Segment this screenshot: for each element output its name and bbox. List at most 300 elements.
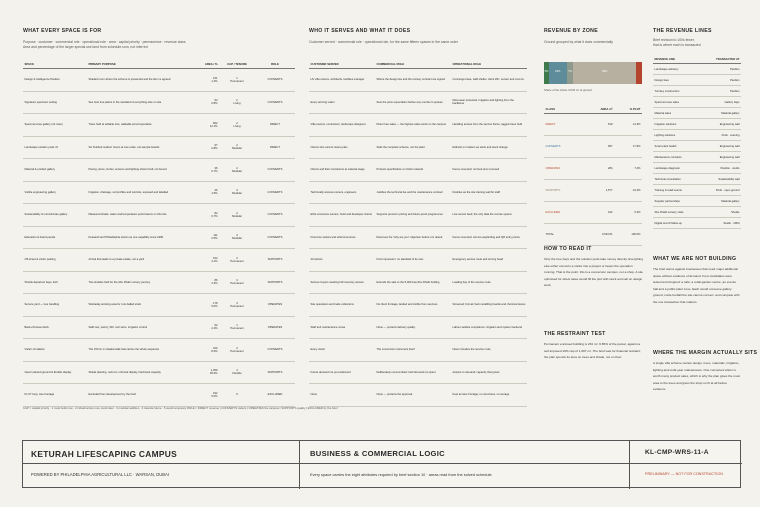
tenure: Modular [232, 147, 242, 151]
area-value: 36 [214, 166, 218, 170]
space-area [185, 339, 219, 362]
space-name: Sustainability & microclimate gallery [23, 204, 87, 227]
role-badge: OPERATES [255, 294, 295, 317]
space-purpose: Ketuarah and Philadelphia shown as one capability since 1999 [87, 226, 185, 249]
area-percent: 8.2% [211, 349, 218, 353]
area-percent: 0.7% [211, 169, 218, 173]
table-row [653, 218, 741, 229]
transacted-at: Material gallery [699, 108, 741, 119]
space-capital [219, 204, 255, 227]
revenue-line: Irrigation solutions [653, 119, 699, 130]
area-value: 1,359 [210, 369, 218, 373]
area-value: 310 [213, 346, 218, 350]
operational-cell: Concierge base, staff shelter, client WC, sensor and comms [451, 69, 527, 92]
table-row [309, 91, 527, 114]
area-percent: 0.8% [211, 147, 218, 151]
capital-priority: 2 [236, 346, 238, 350]
spaces-table [23, 61, 295, 407]
table-row [23, 384, 295, 407]
class-percent: 5.4% [614, 202, 642, 224]
revenue-line: Material sales [653, 108, 699, 119]
table-header-row [653, 56, 741, 64]
space-capital [219, 249, 255, 272]
operational-cell: Refresh on rotation as stock and stock change [451, 136, 527, 159]
role-badge: CONVERTS [255, 91, 295, 114]
legend-footnote: CAP = capital priority · 1 must build now · 2 infrastructure now, stock later · 3 modular addition · 4 tolerate future · 5 avoid temporary ROLE = DIRECT revenue | CONVERTS visitors | OPERATES the campus | SUPPORTS quality | EXCLUDED by the brief [23, 406, 338, 410]
area-percent: 5.0% [211, 394, 218, 398]
class-area: 1,577 [584, 180, 614, 202]
tenure: Permanent [230, 79, 244, 83]
space-name: Specimen-tree gallery (12 rows) [23, 114, 87, 137]
customer-cell: HV villa owners, architects, facilities manager [309, 69, 375, 92]
class-name: CONVERTS [544, 136, 584, 158]
space-purpose: Measured shade, water and temperature performance on this site [87, 204, 185, 227]
customer-cell: All visitors [309, 249, 375, 272]
column-header: AREA / % [185, 61, 219, 69]
operational-cell: Acquire to demand; capacity that grows [451, 361, 527, 384]
class-percent: 17.9% [614, 136, 642, 158]
customer-cell: None [309, 384, 375, 407]
revenue-bar-segment [549, 62, 567, 84]
table-row [309, 69, 527, 92]
area-percent: 12.1% [209, 124, 218, 128]
space-name: Back-of-house block [23, 316, 87, 339]
commercial-cell: None — protects the approval [375, 384, 451, 407]
class-area: 667 [584, 136, 614, 158]
space-purpose: Irrigation, drainage, soil profiles and controls, exposed and labelled [87, 181, 185, 204]
space-capital [219, 136, 255, 159]
commercial-cell: The conversion instrument itself [375, 339, 451, 362]
space-name: Design & intelligence Pavilion [23, 69, 87, 92]
column-header: ROLE [255, 61, 295, 69]
table-row [309, 181, 527, 204]
space-name: Education & brand panels [23, 226, 87, 249]
area-percent: 1.4% [211, 79, 218, 83]
table-row [23, 339, 295, 362]
space-name: Material & product gallery [23, 159, 87, 182]
status-stamp: PRELIMINARY — NOT FOR CONSTRUCTION [645, 472, 723, 476]
customers-table [309, 61, 527, 407]
capital-priority: 3 [236, 234, 238, 238]
customer-cell: ESG-conscious owners, hotel and developer clients [309, 204, 375, 227]
sheet-note: Every space carries the eight attributes required by brief section 10 · areas read from the solved schedule [310, 472, 492, 477]
space-purpose: Shade planting, red turn, informal display, held-back capacity [87, 361, 185, 384]
class-percent: 44.4% [614, 180, 642, 202]
segment-label: 5% [544, 70, 549, 73]
tenure: Permanent [230, 327, 244, 331]
operational-cell: Screened; formal; fault modelling boards and chemical stores [451, 294, 527, 317]
capital-priority: 2 [236, 121, 238, 125]
table-row [23, 159, 295, 182]
transacted-at: Shuttle [699, 207, 741, 218]
title-block [22, 440, 741, 488]
table-row [23, 91, 295, 114]
capital-priority: 1 [236, 324, 238, 328]
revenue-share-bar [544, 0, 642, 100]
commercial-cell: Deliberately uncommitted; held demand not spent [375, 361, 451, 384]
table-header-row [23, 61, 295, 69]
customer-cell: First-time visitors and referral sources [309, 226, 375, 249]
area-percent: 0.7% [211, 214, 218, 218]
space-name: Shuttle departure bays, ELV [23, 271, 87, 294]
table-row [653, 207, 741, 218]
customer-cell: Future demand not yet evidenced [309, 361, 375, 384]
operational-cell: Kept as lane frontage; no structures, no storage [451, 384, 527, 407]
class-name: OPERATES [544, 158, 584, 180]
operational-cell: Never intrudes the service route [451, 339, 527, 362]
space-area [185, 271, 219, 294]
space-capital [219, 384, 255, 407]
tenure: Modular [232, 169, 242, 173]
table-row [309, 384, 527, 407]
area-value: 84 [214, 211, 218, 215]
table-row [653, 196, 741, 207]
revenue-line: Maintenance contracts [653, 152, 699, 163]
table-row [23, 136, 295, 159]
capital-priority: 1 [236, 76, 238, 80]
role-badge: CONVERTS [255, 69, 295, 92]
segment-label: 66% [602, 70, 608, 73]
table-row [309, 294, 527, 317]
space-capital [219, 69, 255, 92]
sheet-title: BUSINESS & COMMERCIAL LOGIC [310, 449, 445, 458]
class-name: DIRECT [544, 114, 584, 136]
operational-cell: Live sensor feed; the only data the remote system [451, 204, 527, 227]
space-purpose: Arrival that leads to a private estate, not a yard [87, 249, 185, 272]
role-badge: SUPPORTS [255, 361, 295, 384]
revenue-line: Digital record follow-up [653, 218, 699, 229]
table-row [653, 174, 741, 185]
area-value: 154 [213, 256, 218, 260]
space-name: Landscape solution pods ×6 [23, 136, 87, 159]
class-name: TOTAL [544, 224, 584, 246]
revenue-bar-segment [636, 62, 642, 84]
subtitle-line: Brief revision to 100s fewer, [653, 38, 695, 42]
column-header: CUSTOMER SERVED [309, 61, 375, 69]
transacted-at: Engineering wall [699, 119, 741, 130]
customer-cell: Every arriving visitor [309, 91, 375, 114]
revenue-line: Supplier partnerships [653, 196, 699, 207]
space-area [185, 136, 219, 159]
space-name: Service yard — tree handling [23, 294, 87, 317]
revenue-line: Landscape advisory [653, 64, 699, 75]
area-value: 161 [213, 76, 218, 80]
space-area [185, 91, 219, 114]
operational-cell: Handling access from the service frame, tagged trees held [451, 114, 527, 137]
table-header-row [309, 61, 527, 69]
table-row [653, 141, 741, 152]
capital-priority: 3 [236, 189, 238, 193]
role-badge: CONVERTS [255, 159, 295, 182]
table-row [544, 202, 642, 224]
transacted-at: Engineering wall [699, 152, 741, 163]
transacted-at: Pavilion · studio [699, 163, 741, 174]
column-header: % PLOT [614, 106, 642, 114]
space-name: Open/ planted ground & flexible display [23, 361, 87, 384]
table-row [309, 249, 527, 272]
customer-cell: Villa owners, contractors, landscape designers [309, 114, 375, 137]
area-percent: 5.0% [211, 304, 218, 308]
role-badge: CONVERTS [255, 339, 295, 362]
table-row [23, 249, 295, 272]
space-capital [219, 114, 255, 137]
table-row [23, 226, 295, 249]
table-row [653, 64, 741, 75]
area-percent: 4.1% [211, 259, 218, 263]
transacted-at: Material gallery [699, 196, 741, 207]
space-name: Visible engineering gallery [23, 181, 87, 204]
table-row [309, 339, 527, 362]
table-row [653, 119, 741, 130]
subtitle-line: that is where each is transacted [653, 42, 701, 47]
role-badge: CONVERTS [255, 226, 295, 249]
commercial-cell: Direct tree sales — the highest-value stock on the campus [375, 114, 451, 137]
how-to-read-heading: HOW TO READ IT [544, 246, 592, 252]
revenue-bar-note: Share of the whole 3,543 m² of ground [544, 88, 592, 92]
space-capital [219, 316, 255, 339]
role-badge: DIRECT [255, 136, 295, 159]
space-capital [219, 91, 255, 114]
operational-cell: Most-wear protected, irrigation and lighting from the backbone [451, 91, 527, 114]
space-area [185, 384, 219, 407]
column-header: CLASS [544, 106, 584, 114]
table-row [309, 204, 527, 227]
subtitle-line: Purpose · customer · commercial role · operational role · area · capital priority · permanence · revenue class [23, 40, 186, 44]
area-percent: 0.8% [211, 102, 218, 106]
commercial-cell: Protects specification on finish material [375, 159, 451, 182]
space-purpose: Excluded from development by the brief [87, 384, 185, 407]
space-area [185, 181, 219, 204]
role-badge: CONVERTS [255, 181, 295, 204]
area-value: 46 [214, 189, 218, 193]
segment-label: 19% [555, 70, 561, 73]
capital-priority: 3 [236, 301, 238, 305]
space-purpose: Workaday working area for root-balled stock [87, 294, 185, 317]
commercial-cell: Sells the complete scheme, not the plant [375, 136, 451, 159]
area-value: 92 [214, 324, 218, 328]
capital-priority: 2 [236, 144, 238, 148]
commercial-cell: Removes the "why are you" objection before it is raised [375, 226, 451, 249]
column-header: TRANSACTED AT [699, 56, 741, 64]
commercial-cell: Where the design fee and the turnkey contract are signed [375, 69, 451, 92]
revenue-line: Landscape diagnosis [653, 163, 699, 174]
powered-by: POWERED BY PHILADELPHIA AGRICULTURAL LLC · WARSAN, DUBAI [31, 472, 169, 477]
not-building-text: The brief warns against businesses that need major additional space without evidence of demand. Four candidates were tested and dropped: a café, a retail garden centre, an events hall and a public plant zone. Each would consume gallery ground, invite footfall the site cannot convert, and compete with the one transaction that matters. [653, 267, 740, 304]
customer-cell: Clients who cannot read a plan [309, 136, 375, 159]
commercial-cell: No client frontage; landed and visible from services [375, 294, 451, 317]
table-row [653, 108, 741, 119]
class-percent: 7.4% [614, 158, 642, 180]
margin-heading: WHERE THE MARGIN ACTUALLY SITS [653, 350, 758, 356]
revenue-line: Design fees [653, 75, 699, 86]
tenure: Permanent [230, 282, 244, 286]
table-row [653, 75, 741, 86]
space-purpose: Shaded room where the scheme is presented and the farm is agreed [87, 69, 185, 92]
tenure: Permanent [230, 349, 244, 353]
revenue-line: Technical consultation [653, 174, 699, 185]
not-building-heading: WHAT WE ARE NOT BUILDING [653, 256, 737, 262]
revenue-line: Turnkey construction [653, 86, 699, 97]
tenure: Flexible [232, 372, 242, 376]
space-area [185, 249, 219, 272]
transacted-at: Pods · evening [699, 130, 741, 141]
space-purpose: Two shuttles held for the Abu Dhabi nursery journey [87, 271, 185, 294]
space-name: F1.5Y loop, tree frontage [23, 384, 87, 407]
table-row [23, 181, 295, 204]
space-area [185, 69, 219, 92]
capital-priority: 3 [236, 279, 238, 283]
commercial-cell: Supports premium pricing and future-proof programmes [375, 204, 451, 227]
capital-priority: 2 [236, 166, 238, 170]
title-divider [629, 441, 630, 489]
title-rule [23, 463, 742, 464]
table-row [544, 114, 642, 136]
capital-priority: 5 [236, 393, 238, 397]
column-header: SPACE [23, 61, 87, 69]
area-percent: 36.6% [209, 372, 218, 376]
section-heading-revenue-lines: THE REVENUE LINES [653, 28, 712, 34]
space-capital [219, 339, 255, 362]
title-divider [299, 441, 300, 489]
column-header: COMMERCIAL ROLE [375, 61, 451, 69]
table-row [653, 152, 741, 163]
tenure: Living [233, 102, 241, 106]
section-heading-revenue: REVENUE BY ZONE [544, 28, 598, 34]
customer-cell: Staff and maintenance crews [309, 316, 375, 339]
revenue-class-table [544, 106, 642, 246]
tenure: Permanent [230, 259, 244, 263]
table-row [309, 316, 527, 339]
space-area [185, 316, 219, 339]
space-area [185, 361, 219, 384]
tenure: Living [233, 124, 241, 128]
table-row [653, 86, 741, 97]
transacted-at: Pavilion [699, 86, 741, 97]
tenure: Modular [232, 237, 242, 241]
space-area [185, 294, 219, 317]
class-name: SUPPORTS [544, 180, 584, 202]
operational-cell: Emergency access route and turning head [451, 249, 527, 272]
revenue-line: Smart plant health [653, 141, 699, 152]
space-name: Signature specimen setting [23, 91, 87, 114]
customer-cell: Site operations and trade collections [309, 294, 375, 317]
commercial-cell: Justifies the technical fee and the maintenance contract [375, 181, 451, 204]
space-capital [219, 159, 255, 182]
class-area: 192 [584, 202, 614, 224]
section-heading-spaces: WHAT EVERY SPACE IS FOR [23, 28, 102, 34]
section-subtitle-revenue: Ground grouped by what it does commercially [544, 40, 613, 44]
area-value: 192 [213, 391, 218, 395]
revenue-lines-table [653, 56, 741, 229]
space-capital [219, 181, 255, 204]
table-row [544, 180, 642, 202]
table-row [309, 159, 527, 182]
table-row [309, 114, 527, 137]
space-area [185, 204, 219, 227]
space-purpose: Paving, stone, timber, screens and lighting shown built, not boxed [87, 159, 185, 182]
area-value: 86 [214, 279, 218, 283]
transacted-at: Pavilion [699, 75, 741, 86]
capital-priority: 4 [236, 369, 238, 373]
space-purpose: Staff rest, pantry, WC, tool store, irrigation control [87, 316, 185, 339]
table-row [544, 136, 642, 158]
table-row [309, 361, 527, 384]
transacted-at: Studio · CRM [699, 218, 741, 229]
area-percent: 2.4% [211, 327, 218, 331]
tenure: Permanent [230, 304, 244, 308]
column-header: REVENUE LINE [653, 56, 699, 64]
role-badge: OPERATES [255, 316, 295, 339]
transacted-at: Sustainability wall [699, 174, 741, 185]
role-badge: EXCLUDED [255, 384, 295, 407]
table-row [653, 130, 741, 141]
revenue-bar-segment [573, 62, 636, 84]
column-header: PRIMARY PURPOSE [87, 61, 185, 69]
column-header: AREA m² [584, 106, 614, 114]
space-name: Visitor circulation [23, 339, 87, 362]
how-to-read-text: Only the tree bays and the solution pods take money directly. Everything else either converts a visitor into a project or keeps the operation running. That is the point: this is a conversion campus, not a shop. A site optimised for direct sales would fill the plot with stock and sell on design work. [544, 257, 643, 288]
capital-priority: 2 [236, 256, 238, 260]
table-row [653, 97, 741, 108]
tenure: Modular [232, 214, 242, 218]
area-value: 94 [214, 99, 218, 103]
revenue-line: Training & retail events [653, 185, 699, 196]
commercial-cell: First impression; no standard of its own [375, 249, 451, 272]
table-row [309, 271, 527, 294]
column-header: CAP / TENURE [219, 61, 255, 69]
margin-text: A single villa scheme carries design, trees, materials, irrigation, lighting and multi-year maintenance. One converted visitor is worth many product sales, which is why the plan gives the most area to the trees and gives the shop no fit at all before evidence. [653, 361, 741, 392]
operational-cell: Fence-mounted; no fixed pins removed [451, 159, 527, 182]
class-name: EXCLUDED [544, 202, 584, 224]
role-badge: SUPPORTS [255, 249, 295, 272]
area-percent: 1.5% [211, 192, 218, 196]
area-value: 111 [213, 234, 218, 238]
space-purpose: The 150 lm in shaded walk that carries the whole sequence [87, 339, 185, 362]
section-heading-customers: WHO IT SERVES AND WHAT IT DOES [309, 28, 411, 34]
role-badge: CONVERTS [255, 204, 295, 227]
space-area [185, 114, 219, 137]
table-row [23, 69, 295, 92]
table-row [544, 158, 642, 180]
class-percent: 14.3% [614, 114, 642, 136]
restraint-test-text: Permanent enclosed building is 234 m², 6.65% of the parcel, against a self-imposed 10% cap of 1,097 m². The brief was for financial restraint; the plan spends its area on trees and shade, not on floor. [544, 342, 641, 360]
table-row [23, 114, 295, 137]
space-purpose: Six finished outdoor rooms at true scale, not sample boards [87, 136, 185, 159]
area-value: 178 [213, 301, 218, 305]
space-area [185, 159, 219, 182]
area-value: 97 [214, 144, 218, 148]
revenue-line: Abu Dhabi nursery visits [653, 207, 699, 218]
transacted-at: Engineering wall [699, 141, 741, 152]
table-row [309, 136, 527, 159]
restraint-test-heading: THE RESTRAINT TEST [544, 331, 606, 337]
role-badge: SUPPORTS [255, 271, 295, 294]
tenure: Modular [232, 192, 242, 196]
table-row [653, 163, 741, 174]
space-capital [219, 361, 255, 384]
revenue-line: Specimen-tree sales [653, 97, 699, 108]
role-badge: DIRECT [255, 114, 295, 137]
area-percent: 2.5% [211, 237, 218, 241]
revenue-bar-segment [567, 62, 574, 84]
space-capital [219, 271, 255, 294]
commercial-cell: Extends the sale to the 5,000-tree Abu Dhabi holding [375, 271, 451, 294]
column-header: OPERATIONAL ROLE [451, 61, 527, 69]
section-subtitle-customers: Customer served · commercial role · operational role, for the same fifteen spaces in the same order [309, 40, 459, 44]
class-area: 3,543.51 [584, 224, 614, 246]
operational-cell: Loading bay of the service route [451, 271, 527, 294]
transacted-at: Pavilion [699, 64, 741, 75]
